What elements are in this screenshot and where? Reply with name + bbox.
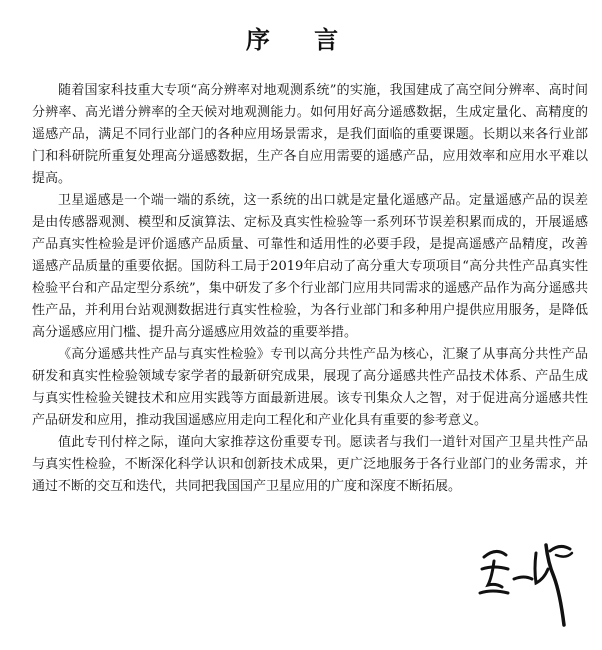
paragraph-3: 《高分遥感共性产品与真实性检验》专刊以高分共性产品为核心，汇聚了从事高分共性产品研发和真实性检验领域专家学者的最新研究成果，展现了高分遥感共性产品技术体系、产品生成与真实性检验关键技术和应用实践等方面最新进展。该专刊集众人之智，对于促进高分遥感共性产品研发和应用，推动我国遥感应用走向工程化和产业化具有重要的参考意义。 <box>32 347 588 428</box>
preface-body <box>32 80 588 498</box>
signature-icon <box>474 535 584 645</box>
page-title: 序 言 <box>245 25 357 54</box>
paragraph-4: 值此专刊付梓之际，谨向大家推荐这份重要专刊。愿读者与我们一道针对国产卫星共性产品与真实性检验，不断深化科学认识和创新技术成果，更广泛地服务于各行业部门的业务需求，并通过不断的交互和迭代，共同把我国国产卫星应用的广度和深度不断拓展。 <box>32 435 588 494</box>
paragraph-2: 卫星遥感是一个端一端的系统，这一系统的出口就是定量化遥感产品。定量遥感产品的误差是由传感器观测、模型和反演算法、定标及真实性检验等一系列环节误差积累而成的，开展遥感产品真实性检验是评价遥感产品质量、可靠性和适用性的必要手段，是提高遥感产品精度，改善遥感产品质量的重要依据。国防科工局于2019年启动了高分重大专项项目“高分共性产品真实性检验平台和产品定型分系统”，集中研发了多个行业部门应用共同需求的遥感产品作为高分遥感共性产品，并利用台站观测数据进行真实性检验，为各行业部门和多种用户提供应用服务，是降低高分遥感应用门槛、提升高分遥感应用效益的重要举措。 <box>32 193 588 340</box>
handwritten-signature <box>474 535 584 645</box>
paragraph-1: 随着国家科技重大专项“高分辨率对地观测系统”的实施，我国建成了高空间分辨率、高时间分辨率、高光谱分辨率的全天候对地观测能力。如何用好高分遥感数据，生成定量化、高精度的遥感产品，满足不同行业部门的各种应用场景需求，是我们面临的重要课题。长期以来各行业部门和科研院所重复处理高分遥感数据，生产各自应用需要的遥感产品，应用效率和应用水平难以提高。 <box>32 83 588 186</box>
